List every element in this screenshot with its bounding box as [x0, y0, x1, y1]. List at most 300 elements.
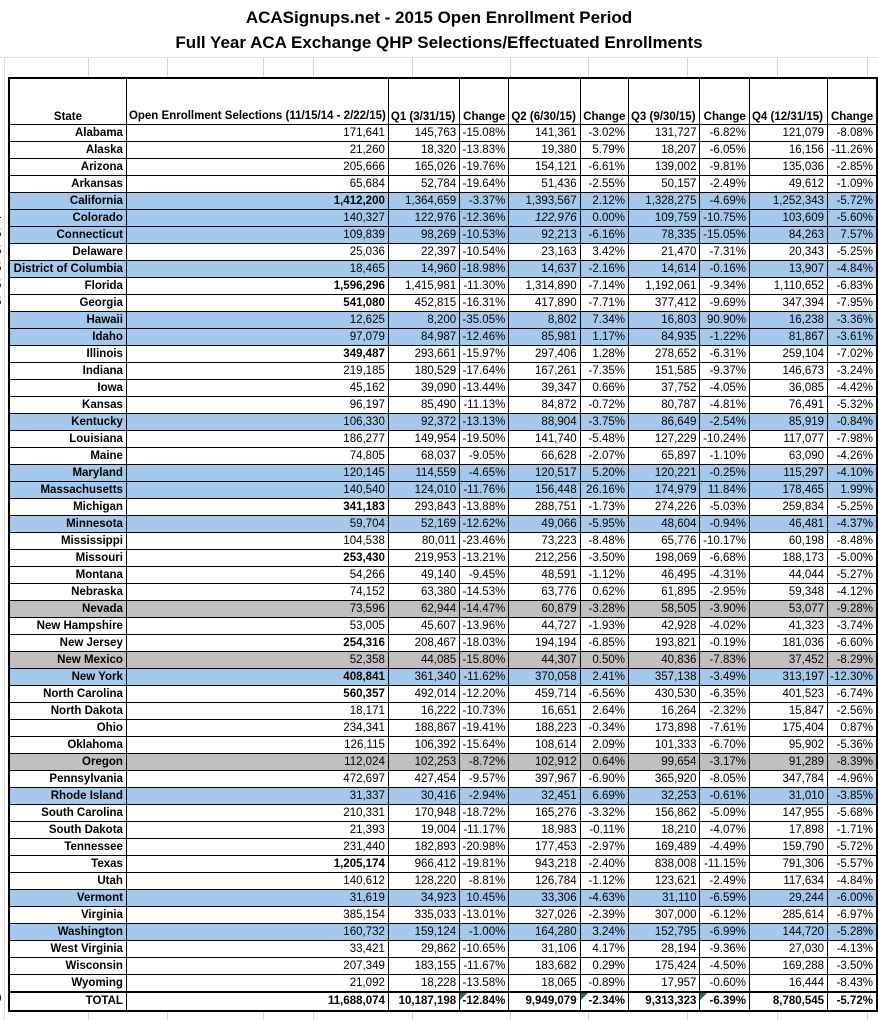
cell-q1: 80,011	[388, 533, 459, 550]
cell-oe: 541,080	[126, 295, 388, 312]
cell-chg3: -10.75%	[700, 210, 750, 227]
cell-oe: 560,357	[126, 686, 388, 703]
cell-chg4: -8.08%	[828, 125, 877, 142]
cell-state: California	[9, 193, 126, 210]
cell-chg1: -19.76%	[460, 159, 509, 176]
table-row-maine	[9, 448, 877, 465]
cell-q2: 288,751	[509, 499, 580, 516]
cell-state: Wyoming	[9, 975, 126, 993]
cell-q2: 32,451	[509, 788, 580, 805]
cell-chg2: 4.17%	[580, 941, 628, 958]
cell-q3: 80,787	[628, 397, 700, 414]
cell-chg2: 1.28%	[580, 346, 628, 363]
cell-q1: 208,467	[388, 635, 459, 652]
cell-q4: 13,907	[749, 261, 827, 278]
cell-chg1: -15.64%	[460, 737, 509, 754]
cell-q4: 49,612	[749, 176, 827, 193]
cell-chg4: -4.42%	[828, 380, 877, 397]
cell-q2: 212,256	[509, 550, 580, 567]
cell-state: Washington	[9, 924, 126, 941]
cell-chg4: -4.84%	[828, 261, 877, 278]
cell-chg4: -7.02%	[828, 346, 877, 363]
cell-q4: 95,902	[749, 737, 827, 754]
cell-q3: 101,333	[628, 737, 700, 754]
cell-chg1: -1.00%	[460, 924, 509, 941]
cell-chg3: -5.09%	[700, 805, 750, 822]
table-row-new-york	[9, 669, 877, 686]
cell-chg2: -8.48%	[580, 533, 628, 550]
cell-chg2: -3.75%	[580, 414, 628, 431]
cell-chg4: -6.60%	[828, 635, 877, 652]
cell-oe: 140,540	[126, 482, 388, 499]
cell-chg1: -20.98%	[460, 839, 509, 856]
table-row-north-dakota	[9, 703, 877, 720]
table-row-utah	[9, 873, 877, 890]
cell-chg3: -0.94%	[700, 516, 750, 533]
cell-q4: 84,263	[749, 227, 827, 244]
cell-q2: 1,393,567	[509, 193, 580, 210]
cell-chg4: -5.25%	[828, 499, 877, 516]
total-cell-chg4: -5.72%	[828, 992, 877, 1011]
table-row-rhode-island	[9, 788, 877, 805]
table-row-texas	[9, 856, 877, 873]
cell-state: Utah	[9, 873, 126, 890]
clipped-digit	[0, 295, 5, 310]
spreadsheet-gridline	[687, 58, 688, 77]
cell-q2: 8,802	[509, 312, 580, 329]
cell-chg2: -7.71%	[580, 295, 628, 312]
cell-q3: 173,898	[628, 720, 700, 737]
cell-oe: 1,205,174	[126, 856, 388, 873]
cell-state: New Jersey	[9, 635, 126, 652]
table-row-michigan	[9, 499, 877, 516]
cell-oe: 21,260	[126, 142, 388, 159]
cell-q3: 48,604	[628, 516, 700, 533]
cell-state: Mississippi	[9, 533, 126, 550]
cell-q3: 37,752	[628, 380, 700, 397]
cell-chg1: -19.64%	[460, 176, 509, 193]
cell-chg3: -6.35%	[700, 686, 750, 703]
cell-chg3: -2.54%	[700, 414, 750, 431]
cell-chg1: -10.53%	[460, 227, 509, 244]
cell-q1: 165,026	[388, 159, 459, 176]
cell-q3: 42,928	[628, 618, 700, 635]
cell-chg4: -0.84%	[828, 414, 877, 431]
cell-state: New Hampshire	[9, 618, 126, 635]
cell-q3: 40,836	[628, 652, 700, 669]
cell-q1: 293,843	[388, 499, 459, 516]
cell-chg1: -12.46%	[460, 329, 509, 346]
cell-chg4: -3.61%	[828, 329, 877, 346]
cell-chg3: -8.05%	[700, 771, 750, 788]
cell-oe: 1,412,200	[126, 193, 388, 210]
cell-q1: 92,372	[388, 414, 459, 431]
cell-q3: 307,000	[628, 907, 700, 924]
cell-q3: 377,412	[628, 295, 700, 312]
cell-q1: 361,340	[388, 669, 459, 686]
cell-chg1: -12.62%	[460, 516, 509, 533]
cell-oe: 112,024	[126, 754, 388, 771]
cell-q1: 22,397	[388, 244, 459, 261]
cell-chg2: -7.35%	[580, 363, 628, 380]
total-cell-oe: 11,688,074	[126, 992, 388, 1011]
cell-q2: 459,714	[509, 686, 580, 703]
cell-q2: 51,436	[509, 176, 580, 193]
cell-chg1: -13.96%	[460, 618, 509, 635]
cell-chg4: -5.72%	[828, 839, 877, 856]
cell-q2: 31,106	[509, 941, 580, 958]
cell-chg2: -7.14%	[580, 278, 628, 295]
table-row-idaho	[9, 329, 877, 346]
cell-q1: 128,220	[388, 873, 459, 890]
cell-q2: 141,740	[509, 431, 580, 448]
cell-chg1: 10.45%	[460, 890, 509, 907]
cell-oe: 18,171	[126, 703, 388, 720]
cell-oe: 207,349	[126, 958, 388, 975]
cell-q1: 1,415,981	[388, 278, 459, 295]
cell-state: Michigan	[9, 499, 126, 516]
table-row-hawaii	[9, 312, 877, 329]
cell-q3: 84,935	[628, 329, 700, 346]
cell-oe: 234,341	[126, 720, 388, 737]
cell-chg2: -0.89%	[580, 975, 628, 993]
cell-chg4: -5.32%	[828, 397, 877, 414]
cell-q3: 357,138	[628, 669, 700, 686]
table-row-vermont	[9, 890, 877, 907]
cell-chg3: -7.31%	[700, 244, 750, 261]
cell-chg4: -4.96%	[828, 771, 877, 788]
cell-state: Alaska	[9, 142, 126, 159]
cell-oe: 104,538	[126, 533, 388, 550]
table-row-colorado	[9, 210, 877, 227]
cell-oe: 205,666	[126, 159, 388, 176]
cell-chg4: -5.27%	[828, 567, 877, 584]
cell-chg4: -6.00%	[828, 890, 877, 907]
cell-chg2: -1.12%	[580, 873, 628, 890]
cell-state: Arizona	[9, 159, 126, 176]
cell-q1: 14,960	[388, 261, 459, 278]
cell-q3: 28,194	[628, 941, 700, 958]
cell-q4: 44,044	[749, 567, 827, 584]
cell-state: Florida	[9, 278, 126, 295]
cell-oe: 31,337	[126, 788, 388, 805]
cell-chg3: -2.49%	[700, 873, 750, 890]
cell-q1: 68,037	[388, 448, 459, 465]
cell-q4: 17,898	[749, 822, 827, 839]
cell-chg4: -3.74%	[828, 618, 877, 635]
cell-oe: 54,266	[126, 567, 388, 584]
cell-q2: 126,784	[509, 873, 580, 890]
table-row-south-dakota	[9, 822, 877, 839]
table-row-washington	[9, 924, 877, 941]
cell-q2: 85,981	[509, 329, 580, 346]
cell-q2: 49,066	[509, 516, 580, 533]
spreadsheet-gridline	[167, 58, 168, 77]
cell-chg3: -0.19%	[700, 635, 750, 652]
cell-chg1: -10.54%	[460, 244, 509, 261]
cell-chg4: -1.71%	[828, 822, 877, 839]
cell-q4: 63,090	[749, 448, 827, 465]
table-row-tennessee	[9, 839, 877, 856]
cell-q2: 84,872	[509, 397, 580, 414]
header-row	[9, 78, 877, 125]
cell-q4: 313,197	[749, 669, 827, 686]
cell-chg2: -6.61%	[580, 159, 628, 176]
cell-q1: 29,862	[388, 941, 459, 958]
cell-oe: 349,487	[126, 346, 388, 363]
cell-chg1: -10.73%	[460, 703, 509, 720]
cell-q4: 29,244	[749, 890, 827, 907]
cell-q4: 175,404	[749, 720, 827, 737]
cell-chg2: 5.79%	[580, 142, 628, 159]
cell-chg1: -13.44%	[460, 380, 509, 397]
cell-chg3: -3.90%	[700, 601, 750, 618]
total-cell-q4: 8,780,545	[749, 992, 827, 1011]
cell-q3: 175,424	[628, 958, 700, 975]
cell-q2: 183,682	[509, 958, 580, 975]
cell-oe: 73,596	[126, 601, 388, 618]
page-title-line1: ACASignups.net - 2015 Open Enrollment Period	[245, 8, 633, 27]
cell-state: Indiana	[9, 363, 126, 380]
cell-chg4: -5.00%	[828, 550, 877, 567]
cell-q3: 16,803	[628, 312, 700, 329]
cell-chg4: -4.37%	[828, 516, 877, 533]
cell-state: Kansas	[9, 397, 126, 414]
cell-q1: 102,253	[388, 754, 459, 771]
clipped-digit	[0, 244, 5, 259]
cell-oe: 341,183	[126, 499, 388, 516]
table-row-california	[9, 193, 877, 210]
cell-q2: 154,121	[509, 159, 580, 176]
cell-q1: 124,010	[388, 482, 459, 499]
table-row-minnesota	[9, 516, 877, 533]
cell-q2: 44,307	[509, 652, 580, 669]
cell-chg2: 1.17%	[580, 329, 628, 346]
table-row-indiana	[9, 363, 877, 380]
cell-chg3: -5.03%	[700, 499, 750, 516]
cell-state: Missouri	[9, 550, 126, 567]
cell-chg1: -13.21%	[460, 550, 509, 567]
enrollment-table	[8, 77, 878, 1012]
cell-q4: 1,252,343	[749, 193, 827, 210]
table-row-pennsylvania	[9, 771, 877, 788]
cell-chg4: -5.36%	[828, 737, 877, 754]
cell-state: Delaware	[9, 244, 126, 261]
cell-q3: 169,489	[628, 839, 700, 856]
cell-q3: 61,895	[628, 584, 700, 601]
cell-q2: 327,026	[509, 907, 580, 924]
cell-q1: 452,815	[388, 295, 459, 312]
cell-chg3: -6.70%	[700, 737, 750, 754]
cell-oe: 74,152	[126, 584, 388, 601]
cell-chg2: -2.55%	[580, 176, 628, 193]
cell-q3: 65,897	[628, 448, 700, 465]
spreadsheet-gridline	[777, 58, 778, 77]
cell-oe: 31,619	[126, 890, 388, 907]
cell-chg2: 26.16%	[580, 482, 628, 499]
cell-chg1: -17.64%	[460, 363, 509, 380]
cell-chg2: 2.64%	[580, 703, 628, 720]
cell-q2: 167,261	[509, 363, 580, 380]
cell-state: Texas	[9, 856, 126, 873]
cell-q3: 151,585	[628, 363, 700, 380]
cell-chg3: 90.90%	[700, 312, 750, 329]
cell-q2: 188,223	[509, 720, 580, 737]
cell-state: Oklahoma	[9, 737, 126, 754]
cell-chg2: -0.72%	[580, 397, 628, 414]
cell-chg2: -1.73%	[580, 499, 628, 516]
cell-chg4: -4.84%	[828, 873, 877, 890]
cell-state: New York	[9, 669, 126, 686]
cell-q3: 32,253	[628, 788, 700, 805]
cell-state: Vermont	[9, 890, 126, 907]
cell-chg3: -9.36%	[700, 941, 750, 958]
cell-chg1: -15.80%	[460, 652, 509, 669]
cell-q1: 44,085	[388, 652, 459, 669]
cell-state: Georgia	[9, 295, 126, 312]
cell-chg4: -4.26%	[828, 448, 877, 465]
cell-q1: 188,867	[388, 720, 459, 737]
cell-chg3: -6.12%	[700, 907, 750, 924]
cell-q4: 121,079	[749, 125, 827, 142]
table-row-wisconsin	[9, 958, 877, 975]
cell-chg3: -1.10%	[700, 448, 750, 465]
cell-q1: 52,784	[388, 176, 459, 193]
cell-q1: 492,014	[388, 686, 459, 703]
cell-oe: 106,330	[126, 414, 388, 431]
table-row-georgia	[9, 295, 877, 312]
table-row-alabama	[9, 125, 877, 142]
table-row-total	[9, 992, 877, 1011]
cell-q2: 66,628	[509, 448, 580, 465]
cell-oe: 254,316	[126, 635, 388, 652]
cell-chg4: -8.29%	[828, 652, 877, 669]
cell-state: Hawaii	[9, 312, 126, 329]
cell-q1: 1,364,659	[388, 193, 459, 210]
cell-q4: 147,955	[749, 805, 827, 822]
cell-q3: 838,008	[628, 856, 700, 873]
cell-chg2: -1.93%	[580, 618, 628, 635]
cell-q1: 63,380	[388, 584, 459, 601]
cell-q3: 198,069	[628, 550, 700, 567]
spreadsheet-gridline	[88, 58, 89, 77]
cell-q2: 33,306	[509, 890, 580, 907]
table-row-kansas	[9, 397, 877, 414]
table-row-illinois	[9, 346, 877, 363]
table-row-ohio	[9, 720, 877, 737]
cell-q3: 50,157	[628, 176, 700, 193]
cell-state: Alabama	[9, 125, 126, 142]
cell-chg1: -18.98%	[460, 261, 509, 278]
cell-oe: 109,839	[126, 227, 388, 244]
table-row-new-jersey	[9, 635, 877, 652]
cell-q2: 18,983	[509, 822, 580, 839]
cell-chg1: -14.47%	[460, 601, 509, 618]
cell-oe: 408,841	[126, 669, 388, 686]
cell-oe: 97,079	[126, 329, 388, 346]
cell-q2: 88,904	[509, 414, 580, 431]
col-header-chg2: Change	[580, 78, 628, 125]
cell-oe: 171,641	[126, 125, 388, 142]
cell-state: West Virginia	[9, 941, 126, 958]
cell-state: Maine	[9, 448, 126, 465]
cell-q3: 31,110	[628, 890, 700, 907]
cell-q3: 99,654	[628, 754, 700, 771]
cell-chg4: -6.74%	[828, 686, 877, 703]
cell-q4: 115,297	[749, 465, 827, 482]
cell-q1: 16,222	[388, 703, 459, 720]
cell-q3: 58,505	[628, 601, 700, 618]
cell-q4: 53,077	[749, 601, 827, 618]
cell-q4: 85,919	[749, 414, 827, 431]
cell-chg1: -11.17%	[460, 822, 509, 839]
cell-q4: 20,343	[749, 244, 827, 261]
cell-q2: 63,776	[509, 584, 580, 601]
cell-q1: 98,269	[388, 227, 459, 244]
cell-q1: 49,140	[388, 567, 459, 584]
cell-q1: 45,607	[388, 618, 459, 635]
cell-chg2: 7.34%	[580, 312, 628, 329]
cell-q2: 60,879	[509, 601, 580, 618]
table-row-connecticut	[9, 227, 877, 244]
cell-q3: 21,470	[628, 244, 700, 261]
table-row-maryland	[9, 465, 877, 482]
cell-chg1: -4.65%	[460, 465, 509, 482]
cell-chg3: -4.05%	[700, 380, 750, 397]
col-header-chg4: Change	[828, 78, 877, 125]
cell-state: Connecticut	[9, 227, 126, 244]
cell-q3: 17,957	[628, 975, 700, 993]
cell-q2: 39,347	[509, 380, 580, 397]
cell-chg2: 0.64%	[580, 754, 628, 771]
cell-chg2: -6.16%	[580, 227, 628, 244]
cell-chg1: -15.08%	[460, 125, 509, 142]
cell-chg2: 6.69%	[580, 788, 628, 805]
spreadsheet-gridline	[313, 58, 314, 77]
cell-chg3: -2.32%	[700, 703, 750, 720]
cell-q3: 274,226	[628, 499, 700, 516]
cell-q4: 181,036	[749, 635, 827, 652]
cell-chg2: -5.48%	[580, 431, 628, 448]
cell-chg3: -9.81%	[700, 159, 750, 176]
cell-q4: 285,614	[749, 907, 827, 924]
table-row-arizona	[9, 159, 877, 176]
cell-chg4: -12.30%	[828, 669, 877, 686]
cell-chg2: -0.11%	[580, 822, 628, 839]
cell-q3: 1,192,061	[628, 278, 700, 295]
cell-q3: 156,862	[628, 805, 700, 822]
cell-chg1: -9.57%	[460, 771, 509, 788]
table-row-virginia	[9, 907, 877, 924]
cell-chg3: -6.82%	[700, 125, 750, 142]
table-row-arkansas	[9, 176, 877, 193]
cell-chg1: -18.72%	[460, 805, 509, 822]
cell-chg2: 0.00%	[580, 210, 628, 227]
cell-q3: 109,759	[628, 210, 700, 227]
cell-state: Ohio	[9, 720, 126, 737]
cell-q1: 180,529	[388, 363, 459, 380]
clipped-digit	[0, 210, 5, 225]
cell-chg4: -3.85%	[828, 788, 877, 805]
cell-q4: 15,847	[749, 703, 827, 720]
spreadsheet-gridline	[0, 57, 878, 58]
cell-q3: 131,727	[628, 125, 700, 142]
cell-state: Montana	[9, 567, 126, 584]
cell-q3: 14,614	[628, 261, 700, 278]
table-row-north-carolina	[9, 686, 877, 703]
cell-q3: 123,621	[628, 873, 700, 890]
cell-chg3: -9.37%	[700, 363, 750, 380]
